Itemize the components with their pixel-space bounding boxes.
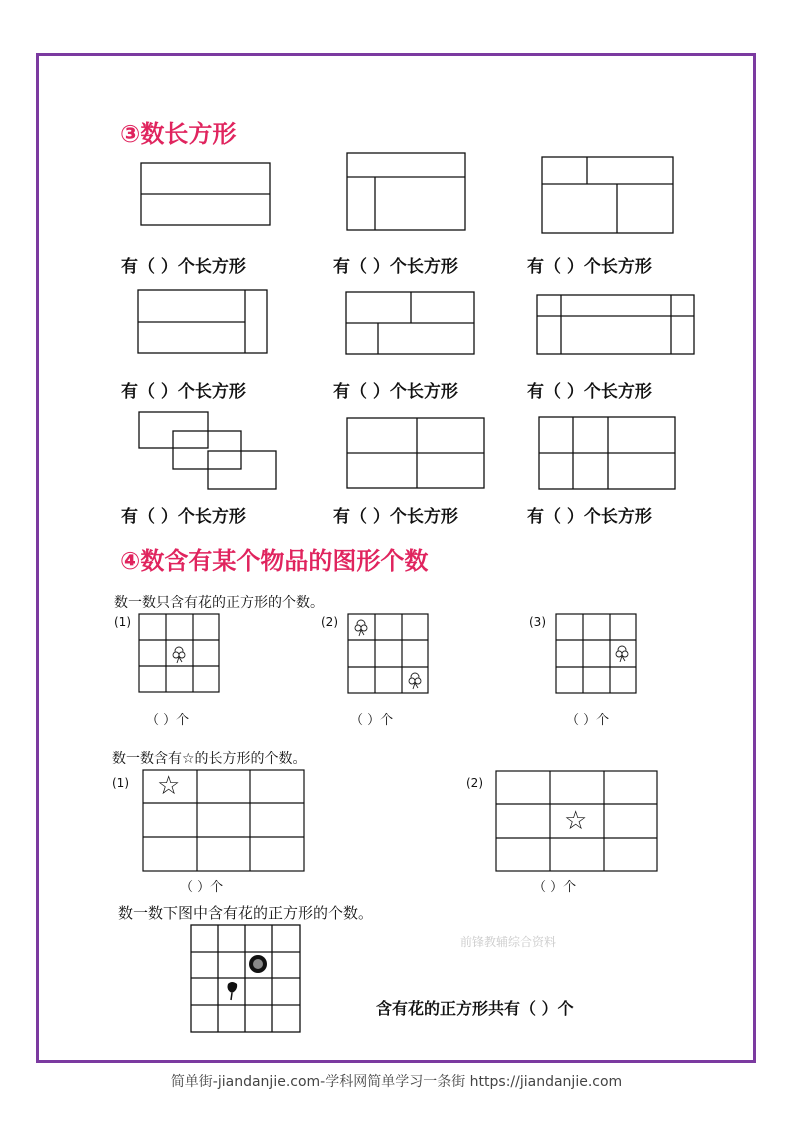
flower-icon bbox=[355, 620, 367, 636]
figure-9 bbox=[539, 417, 675, 489]
figure-4 bbox=[138, 290, 267, 353]
star-grid-label-1: (1) bbox=[112, 776, 129, 790]
answer-label-4: 有（ ）个长方形 bbox=[121, 382, 246, 402]
figure-5 bbox=[346, 292, 474, 354]
flower-icons bbox=[173, 620, 628, 689]
section4-title: ④数含有某个物品的图形个数 bbox=[120, 547, 429, 575]
flower-grids bbox=[139, 614, 636, 693]
flower-icon bbox=[173, 647, 185, 663]
section3-title: ③数长方形 bbox=[120, 120, 237, 148]
star-icon: ☆ bbox=[157, 771, 181, 801]
footer: 简单街-jiandanjie.com-学科网简单学习一条街 https://jiandanjie.com bbox=[170, 1074, 623, 1090]
figure-7 bbox=[139, 412, 276, 489]
figure-6 bbox=[537, 295, 694, 354]
flower-icon bbox=[409, 673, 421, 689]
star-icon: ☆ bbox=[564, 806, 588, 836]
grid-label-1: (1) bbox=[114, 615, 131, 629]
answer-label-2: 有（ ）个长方形 bbox=[333, 257, 458, 277]
figure-3 bbox=[542, 157, 673, 233]
figure-2 bbox=[347, 153, 465, 230]
grid-label-2: (2) bbox=[321, 615, 338, 629]
instruction-flowers: 数一数只含有花的正方形的个数。 bbox=[114, 595, 324, 611]
tulip-icon bbox=[228, 982, 238, 1000]
star-answer-1: （ ）个 bbox=[180, 880, 224, 895]
flower-answer-2: （ ）个 bbox=[350, 713, 394, 728]
answer-label-6: 有（ ）个长方形 bbox=[527, 382, 652, 402]
round-flower-icon bbox=[249, 955, 267, 973]
star-answer-2: （ ）个 bbox=[533, 880, 577, 895]
answer-label-5: 有（ ）个长方形 bbox=[333, 382, 458, 402]
watermark: 前锋教辅综合资料 bbox=[460, 935, 557, 949]
figure-8 bbox=[347, 418, 484, 488]
instruction-stars: 数一数含有☆的长方形的个数。 bbox=[112, 751, 307, 767]
answer-label-8: 有（ ）个长方形 bbox=[333, 507, 458, 527]
answer-label-3: 有（ ）个长方形 bbox=[527, 257, 652, 277]
grid-label-3: (3) bbox=[529, 615, 546, 629]
star-grid-label-2: (2) bbox=[466, 776, 483, 790]
answer-label-9: 有（ ）个长方形 bbox=[527, 507, 652, 527]
big-flower-grid bbox=[191, 925, 300, 1032]
flower-answer-3: （ ）个 bbox=[566, 713, 610, 728]
figure-1 bbox=[141, 163, 270, 225]
big-grid-answer: 含有花的正方形共有（ ）个 bbox=[376, 999, 574, 1018]
answer-label-7: 有（ ）个长方形 bbox=[121, 507, 246, 527]
instruction-big-grid: 数一数下图中含有花的正方形的个数。 bbox=[118, 904, 374, 922]
flower-icon bbox=[616, 646, 628, 662]
flower-answer-1: （ ）个 bbox=[146, 713, 190, 728]
answer-label-1: 有（ ）个长方形 bbox=[121, 257, 246, 277]
